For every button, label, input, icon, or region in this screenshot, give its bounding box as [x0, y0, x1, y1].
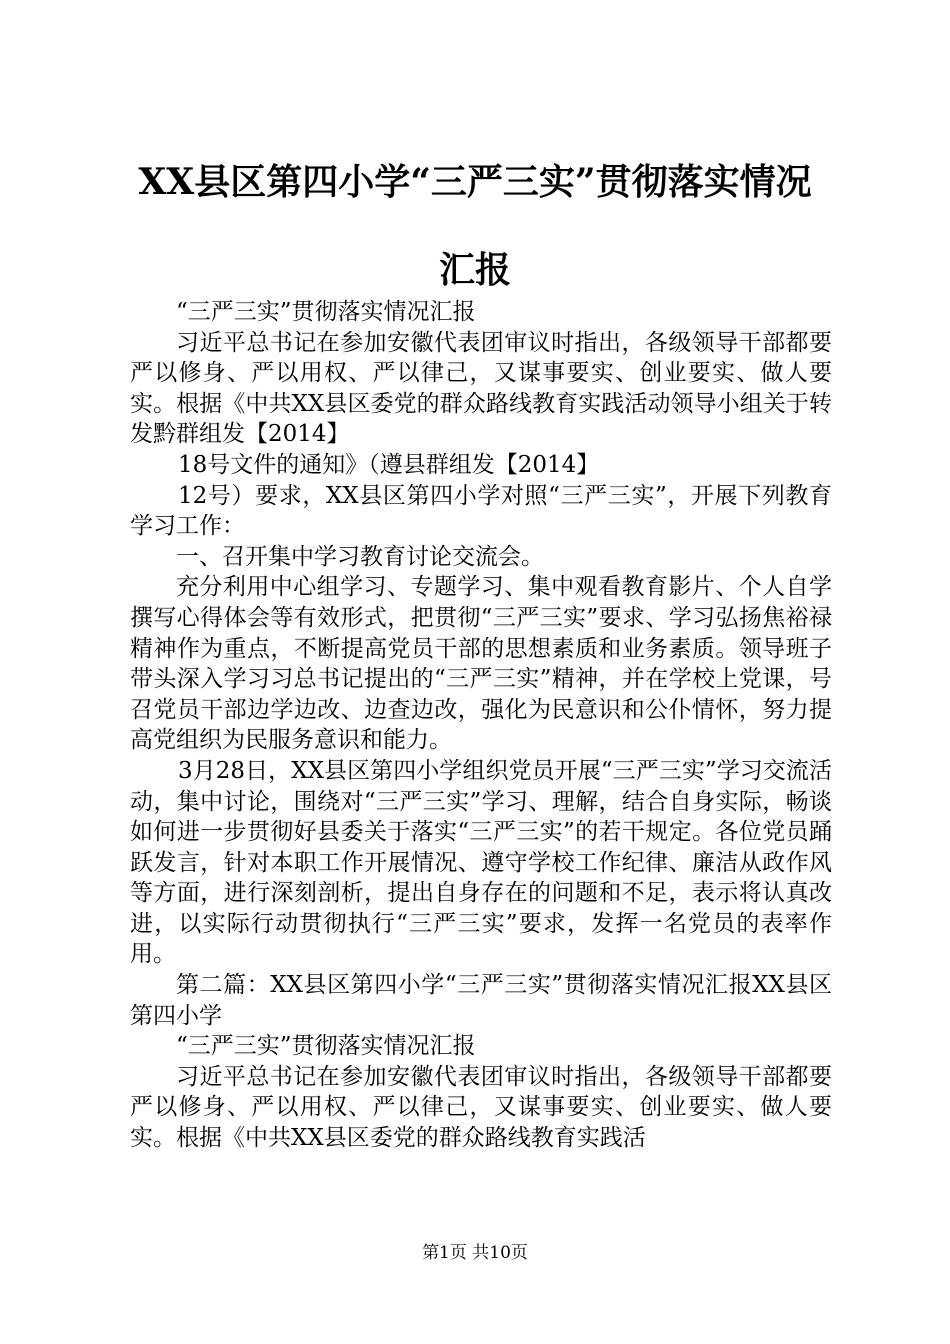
document-body — [130, 297, 832, 1154]
paragraph-notice: 18号文件的通知》（遵县群组发【2014】 — [178, 451, 600, 478]
paragraph-heading-1: 一、召开集中学习教育讨论交流会。 — [176, 543, 544, 570]
document-title-line-1: XX县区第四小学“三严三实”贯彻落实情况 — [138, 161, 812, 203]
paragraph-march-28: 3月28日，XX县区第四小学组织党员开展“三严三实”学习交流活动，集中讨论，围绕对“三严三实”学习、理解，结合自身实际，畅谈如何进一步贯彻好县委关于落实“三严三实”的若干规定。各位党员踊跃发言，针对本职工作开展情况、遵守学校工作纪律、廉洁从政作风等方面，进行深刻剖析，提出自身存在的问题和不足，表示将认真改进，以实际行动贯彻执行“三严三实”要求，发挥一名党员的表率作用。 — [130, 757, 832, 968]
paragraph-second-part: 第二篇：XX县区第四小学“三严三实”贯彻落实情况汇报XX县区第四小学 — [130, 972, 832, 1029]
paragraph-intro: 习近平总书记在参加安徽代表团审议时指出，各级领导干部都要严以修身、严以用权、严以律己，又谋事要实、创业要实、做人要实。根据《中共XX县区委党的群众路线教育实践活动领导小组关于转发黔群组发【2014】 — [130, 329, 832, 448]
paragraph-study-forms: 充分利用中心组学习、专题学习、集中观看教育影片、个人自学撰写心得体会等有效形式，把贯彻“三严三实”要求、学习弘扬焦裕禄精神作为重点，不断提高党员干部的思想素质和业务素质。领导班子带头深入学习习总书记提出的“三严三实”精神，并在学校上党课，号召党员干部边学边改、边查边改，强化为民意识和公仆情怀，努力提高党组织为民服务意识和能力。 — [130, 574, 832, 754]
page-footer: 第1页 共10页 — [422, 1243, 528, 1263]
paragraph-intro-2: 习近平总书记在参加安徽代表团审议时指出，各级领导干部都要严以修身、严以用权、严以律己，又谋事要实、创业要实、做人要实。根据《中共XX县区委党的群众路线教育实践活 — [130, 1063, 832, 1152]
paragraph-subtitle-2: “三严三实”贯彻落实情况汇报 — [176, 1033, 476, 1060]
paragraph-subtitle: “三严三实”贯彻落实情况汇报 — [176, 299, 476, 325]
paragraph-requirement: 12号）要求，XX县区第四小学对照“三严三实”，开展下列教育学习工作： — [130, 482, 832, 540]
document-title-line-2: 汇报 — [438, 249, 511, 291]
